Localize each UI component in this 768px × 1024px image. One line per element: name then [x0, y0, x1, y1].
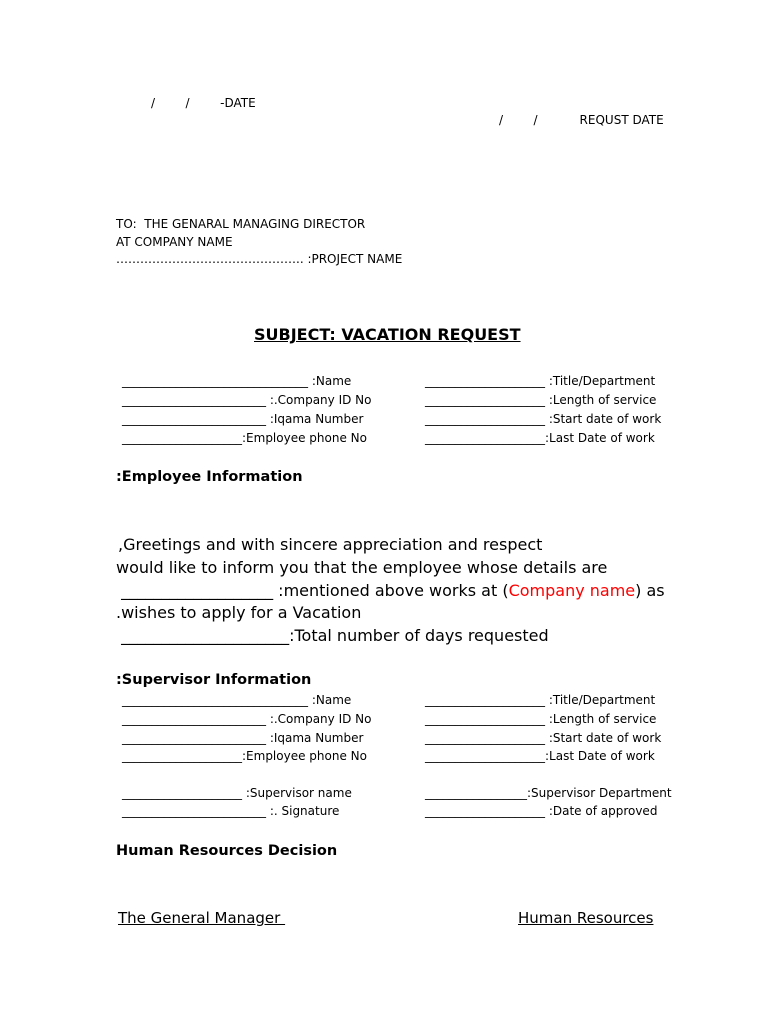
request-date-field: / / REQUST DATE: [499, 113, 664, 127]
supervisor-info-heading: :Supervisor Information: [116, 672, 312, 688]
total-days-field: _____________________:Total number of days requested: [116, 626, 549, 645]
hr-decision-heading: Human Resources Decision: [116, 843, 338, 859]
addressee-to: TO: THE GENARAL MANAGING DIRECTOR: [116, 217, 366, 231]
project-name-field: ……………………………………….. :PROJECT NAME: [116, 252, 403, 266]
company-name-placeholder: Company name: [508, 581, 636, 600]
letter-line-2: would like to inform you that the employee whose details are: [116, 558, 608, 577]
supervisor-signer-name-field: ____________________ :Supervisor name: [122, 786, 352, 800]
supervisor-phone-field: ____________________:Employee phone No: [122, 749, 367, 763]
supervisor-signature-field: ________________________ :. Signature: [122, 804, 340, 818]
date-field: / / -DATE: [151, 96, 256, 110]
date-of-approval-field: ____________________ :Date of approved: [425, 804, 658, 818]
employee-length-field: ____________________ :Length of service: [425, 393, 657, 407]
employee-start-date-field: ____________________ :Start date of work: [425, 412, 662, 426]
supervisor-department-field: _________________:Supervisor Department: [425, 786, 672, 800]
supervisor-length-field: ____________________ :Length of service: [425, 712, 657, 726]
employee-company-id-field: ________________________ :.Company ID No: [122, 393, 372, 407]
employee-name-field: _______________________________ :Name: [122, 374, 352, 388]
subject-title: SUBJECT: VACATION REQUEST: [254, 325, 521, 344]
general-manager-signature: The General Manager: [118, 909, 286, 927]
supervisor-title-field: ____________________ :Title/Department: [425, 693, 656, 707]
letter-line-3-end: ) as: [635, 581, 665, 600]
supervisor-iqama-field: ________________________ :Iqama Number: [122, 731, 364, 745]
supervisor-last-date-field: ____________________:Last Date of work: [425, 749, 655, 763]
letter-line-3: [116, 581, 665, 600]
human-resources-signature: Human Resources: [518, 909, 654, 927]
employee-phone-field: ____________________:Employee phone No: [122, 431, 367, 445]
employee-last-date-field: ____________________:Last Date of work: [425, 431, 655, 445]
letter-line-3-start: ___________________ :mentioned above works at (: [116, 581, 509, 600]
letter-greeting: ,Greetings and with sincere appreciation and respect: [118, 535, 543, 554]
employee-title-field: ____________________ :Title/Department: [425, 374, 656, 388]
supervisor-company-id-field: ________________________ :.Company ID No: [122, 712, 372, 726]
addressee-company: AT COMPANY NAME: [116, 235, 233, 249]
supervisor-start-date-field: ____________________ :Start date of work: [425, 731, 662, 745]
letter-line-4: .wishes to apply for a Vacation: [116, 603, 362, 622]
employee-info-heading: :Employee Information: [116, 469, 303, 485]
supervisor-name-field: _______________________________ :Name: [122, 693, 352, 707]
employee-iqama-field: ________________________ :Iqama Number: [122, 412, 364, 426]
